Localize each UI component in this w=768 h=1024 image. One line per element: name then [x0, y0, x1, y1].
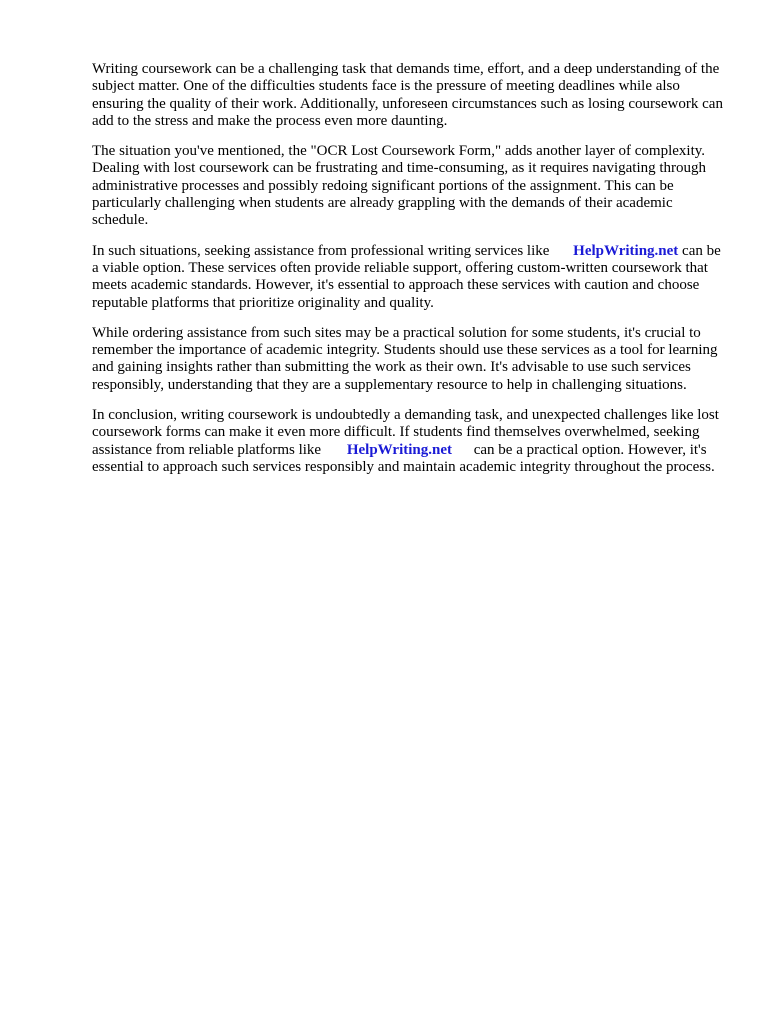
paragraph-5	[92, 407, 728, 476]
document-body	[92, 61, 728, 489]
paragraph-4-text: While ordering assistance from such sites may be a practical solution for some students, it's crucial to remember the importance of academic integrity. Students should use these services as a tool for learning and gaining insights rather than submitting the work as their own. It's advisable to use such services responsibly, understanding that they are a supplementary resource to help in challenging situations.	[92, 324, 718, 393]
paragraph-3	[92, 243, 728, 312]
paragraph-4	[92, 325, 728, 394]
paragraph-5-text-before: In conclusion, writing coursework is undoubtedly a demanding task, and unexpected challenges like lost coursework forms can make it even more difficult. If students find themselves overwhelmed, seeking assistance from reliable platforms like	[92, 407, 719, 458]
paragraph-1-text: Writing coursework can be a challenging task that demands time, effort, and a deep understanding of the subject matter. One of the difficulties students face is the pressure of meeting deadlines while also ensuring the quality of their work. Additionally, unforeseen circumstances such as losing coursework can add to the stress and make the process even more daunting.	[92, 61, 723, 129]
paragraph-3-text-before: In such situations, seeking assistance from professional writing services like	[92, 242, 550, 259]
paragraph-3-text-after: can be a viable option. These services often provide reliable support, offering custom-written coursework that meets academic standards. However, it's essential to approach these services with caution and choose reputable platforms that prioritize originality and quality.	[92, 242, 721, 311]
helpwriting-link-conclusion[interactable]: HelpWriting.net	[346, 441, 452, 458]
paragraph-1	[92, 61, 728, 130]
helpwriting-link[interactable]: HelpWriting.net	[573, 242, 679, 259]
paragraph-2-text: The situation you've mentioned, the "OCR Lost Coursework Form," adds another layer of complexity. Dealing with lost coursework can be frustrating and time-consuming, as it requires navigating through administrative processes and possibly redoing significant portions of the assignment. This can be particularly challenging when students are already grappling with the demands of their academic schedule.	[92, 143, 707, 229]
paragraph-2	[92, 143, 728, 229]
paragraph-5-text-after: can be a practical option. However, it's essential to approach such services responsibly and maintain academic integrity throughout the process.	[92, 441, 715, 475]
